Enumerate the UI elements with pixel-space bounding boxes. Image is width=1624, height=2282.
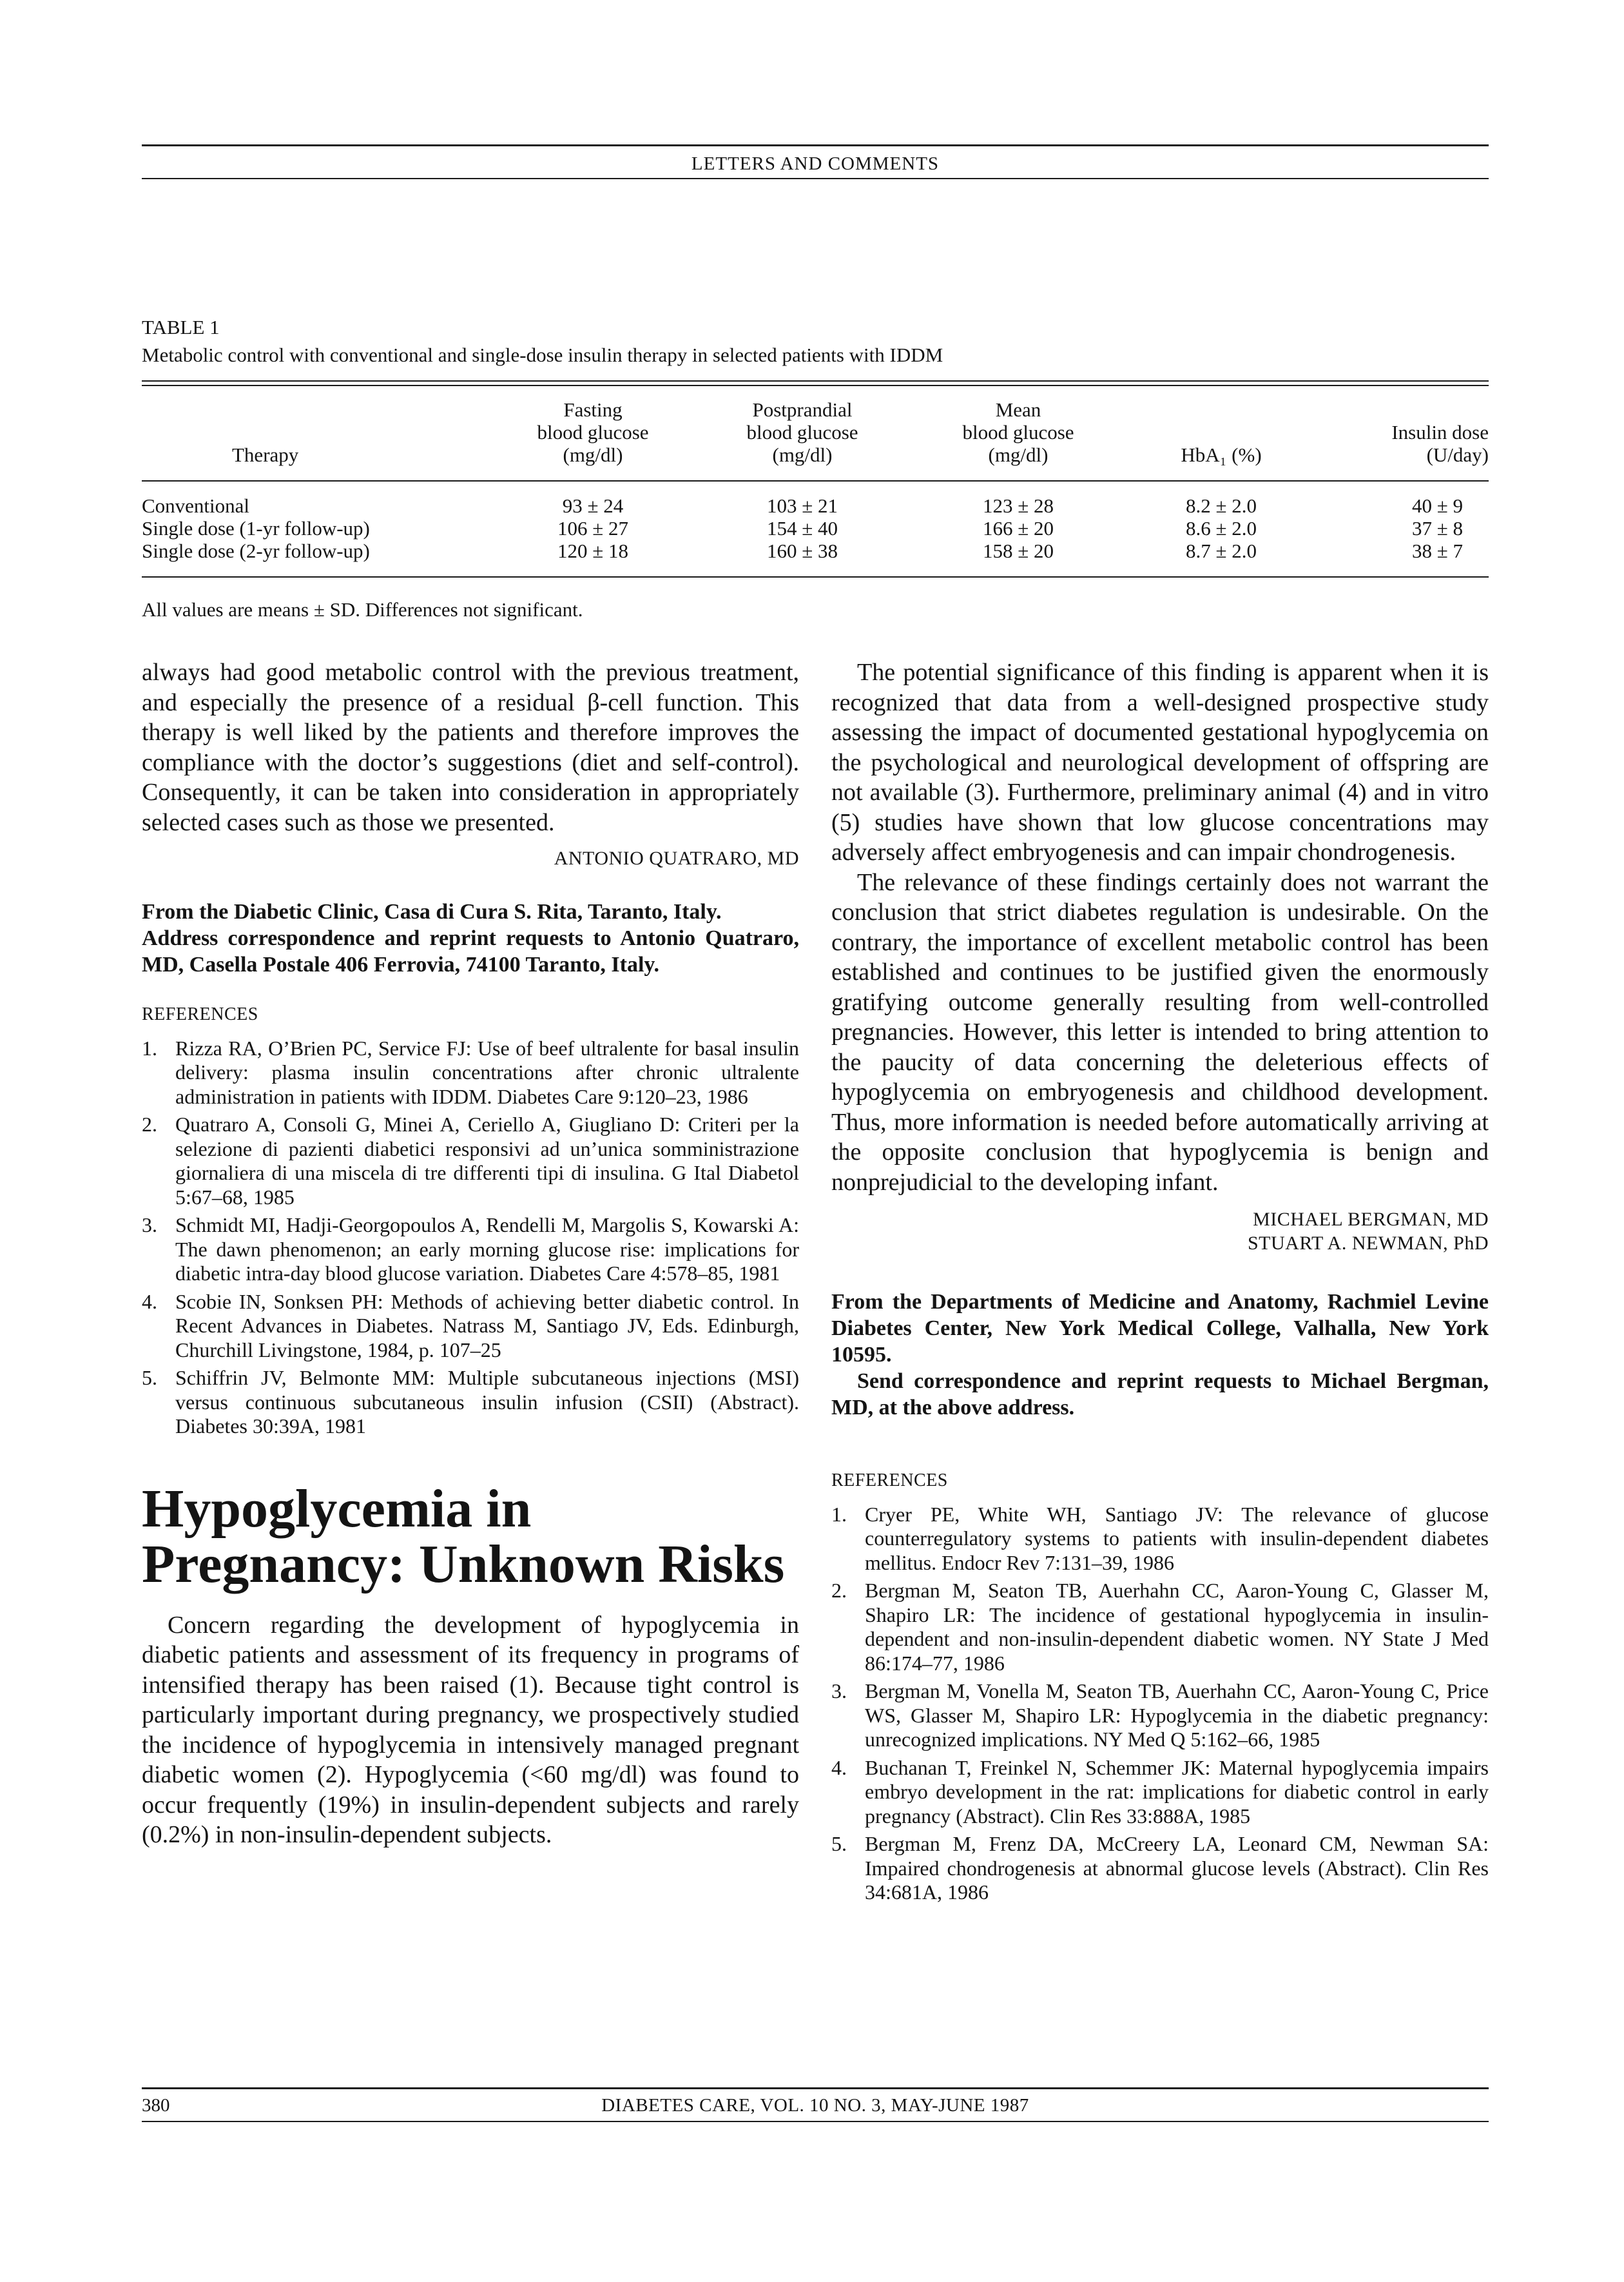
- cell-fasting: 93 ± 24: [562, 494, 624, 517]
- reference-item: 3. Schmidt MI, Hadji-Georgopoulos A, Rendelli M, Margolis S, Kowarski A: The dawn phenomenon; an early morning glucose rise: implications for diabetic intra-day blood glucose variation. Diabetes Care 4:578–85, 1981: [142, 1213, 799, 1285]
- references-heading: REFERENCES: [142, 1004, 258, 1024]
- header-bottom-rule: [142, 178, 1489, 179]
- cell-therapy: Single dose (1-yr follow-up): [142, 517, 370, 540]
- cell-mean: 123 ± 28: [982, 494, 1054, 517]
- table-label: TABLE 1: [142, 316, 220, 338]
- author-affiliation: From the Diabetic Clinic, Casa di Cura S. Rita, Taranto, Italy.: [142, 900, 722, 924]
- references-list: [831, 1503, 1489, 1905]
- cell-postprandial: 103 ± 21: [766, 494, 838, 517]
- reference-item: 3. Bergman M, Vonella M, Seaton TB, Auerhahn CC, Aaron-Young C, Price WS, Glasser M, Shapiro LR: Hypoglycemia in the diabetic pregnancy: unrecognized implications. NY Med Q 5:162–66, 1985: [831, 1679, 1489, 1751]
- cell-hba1: 8.6 ± 2.0: [1185, 517, 1257, 540]
- cell-fasting: 106 ± 27: [557, 517, 628, 540]
- left-paragraph-1: always had good metabolic control with the previous treatment, and especially the presence of a residual β-cell function. This therapy is well liked by the patients and therefore improves the compliance with the doctor’s suggestions (diet and self-control). Consequently, it can be taken into consideration in appropriately selected cases such as those we presented.: [142, 659, 799, 836]
- footer-bottom-rule: [142, 2121, 1489, 2122]
- author-signature-2: STUART A. NEWMAN, PhD: [1247, 1233, 1489, 1254]
- table-footnote: All values are means ± SD. Differences not significant.: [142, 598, 583, 621]
- reference-item: 5. Schiffrin JV, Belmonte MM: Multiple subcutaneous injections (MSI) versus continuous subcutaneous insulin infusion (CSII) (Abstract). Diabetes 30:39A, 1981: [142, 1366, 799, 1438]
- table-row: [142, 481, 1489, 517]
- data-table: [142, 398, 1489, 578]
- reference-item: 1. Rizza RA, O’Brien PC, Service FJ: Use of beef ultralente for basal insulin delivery: plasma insulin concentrations after chronic ultralente administration in patients with IDDM. Diabetes Care 9:120–23, 1986: [142, 1036, 799, 1108]
- table-row: [142, 540, 1489, 577]
- table-header-row: [142, 398, 1489, 481]
- cell-fasting: 120 ± 18: [557, 540, 628, 562]
- reference-item: 5. Bergman M, Frenz DA, McCreery LA, Leonard CM, Newman SA: Impaired chondrogenesis at abnormal glucose levels (Abstract). Clin Res 34:681A, 1986: [831, 1832, 1489, 1904]
- page-number: 380: [142, 2095, 170, 2116]
- right-column: [831, 658, 1489, 1909]
- header-top-rule: [142, 144, 1489, 146]
- left-column: [142, 658, 799, 1850]
- correspondence-address: Address correspondence and reprint requests to Antonio Quatraro, MD, Casella Postale 406 Ferrovia, 74100 Taranto, Italy.: [142, 926, 799, 977]
- left-paragraph-2: Concern regarding the development of hypoglycemia in diabetic patients and assessment of its frequency in programs of intensified therapy has been raised (1). Because tight control is particularly important during pregnancy, we prospectively studied the incidence of hypoglycemia in intensively managed pregnant diabetic women (2). Hypoglycemia (<60 mg/dl) was found to occur frequently (19%) in insulin-dependent subjects and rarely (0.2%) in non-insulin-dependent subjects.: [142, 1611, 799, 1848]
- right-paragraph-2: The relevance of these findings certainly does not warrant the conclusion that strict diabetes regulation is undesirable. On the contrary, the importance of excellent metabolic control has been established and continues to be justified given the enormously gratifying outcome generally resulting from well-controlled pregnancies. However, this letter is intended to bring attention to the paucity of data concerning the deleterious effects of hypoglycemia on embryogenesis and childhood development. Thus, more information is needed before automatically arriving at the opposite conclusion that hypoglycemia is benign and nonprejudicial to the developing infant.: [831, 868, 1489, 1196]
- col-header-fasting: Fasting blood glucose (mg/dl): [537, 398, 649, 466]
- cell-therapy: Single dose (2-yr follow-up): [142, 540, 370, 562]
- table-caption: Metabolic control with conventional and single-dose insulin therapy in selected patients with IDDM: [142, 344, 943, 366]
- reference-item: 4. Buchanan T, Freinkel N, Schemmer JK: Maternal hypoglycemia impairs embryo development in the rat: implications for diabetic control in early pregnancy (Abstract). Clin Res 33:888A, 1985: [831, 1755, 1489, 1828]
- cell-insulin: 37 ± 8: [1411, 517, 1463, 540]
- cell-mean: 166 ± 20: [982, 517, 1054, 540]
- right-paragraph-1: The potential significance of this finding is apparent when it is recognized that data from a well-designed prospective study assessing the impact of documented gestational hypoglycemia on the psychological and neurological development of offspring are not available (3). Furthermore, preliminary animal (4) and in vitro (5) studies have shown that low glucose concentrations may adversely affect embryogenesis and can impair chondrogenesis.: [831, 659, 1489, 866]
- table-row: [142, 517, 1489, 540]
- author-affiliation: From the Departments of Medicine and Anatomy, Rachmiel Levine Diabetes Center, New York Medical College, Valhalla, New York 10595.: [831, 1290, 1489, 1367]
- cell-hba1: 8.2 ± 2.0: [1185, 494, 1257, 517]
- running-head: LETTERS AND COMMENTS: [691, 153, 940, 174]
- reference-item: 2. Quatraro A, Consoli G, Minei A, Ceriello A, Giugliano D: Criteri per la selezione di pazienti diabetici responsivi ad un’unica somministrazione giornaliera di una miscela di tre differenti tipi di insulina. G Ital Diabetol 5:67–68, 1985: [142, 1113, 799, 1209]
- reference-item: 4. Scobie IN, Sonksen PH: Methods of achieving better diabetic control. In Recent Advances in Diabetes. Natrass M, Santiago JV, Eds. Edinburgh, Churchill Livingstone, 1984, p. 107–25: [142, 1289, 799, 1361]
- col-header-postprandial: Postprandial blood glucose (mg/dl): [746, 398, 858, 466]
- cell-postprandial: 160 ± 38: [766, 540, 838, 562]
- article-headline: Hypoglycemia in Pregnancy: Unknown Risks: [142, 1478, 785, 1594]
- footer-rule: [142, 2087, 1489, 2089]
- table-top-rule-2: [142, 385, 1489, 386]
- col-header-therapy: Therapy: [232, 444, 299, 466]
- cell-postprandial: 154 ± 40: [766, 517, 838, 540]
- reference-item: 1. Cryer PE, White WH, Santiago JV: The relevance of glucose counterregulatory systems to patients with insulin-dependent diabetes mellitus. Endocr Rev 7:131–39, 1986: [831, 1502, 1489, 1574]
- correspondence-address: Send correspondence and reprint requests to Michael Bergman, MD, at the above address.: [831, 1369, 1489, 1419]
- col-header-hba1: HbA₁ (%): [1181, 444, 1262, 466]
- table-bottom-rule: [142, 577, 1489, 578]
- table-top-rule-1: [142, 380, 1489, 382]
- journal-footer: DIABETES CARE, VOL. 10 NO. 3, MAY-JUNE 1987: [601, 2095, 1029, 2116]
- references-heading: REFERENCES: [831, 1470, 948, 1490]
- author-signature-1: MICHAEL BERGMAN, MD: [1253, 1209, 1489, 1230]
- cell-insulin: 38 ± 7: [1411, 540, 1463, 562]
- cell-insulin: 40 ± 9: [1411, 494, 1463, 517]
- cell-hba1: 8.7 ± 2.0: [1185, 540, 1257, 562]
- reference-item: 2. Bergman M, Seaton TB, Auerhahn CC, Aaron-Young C, Glasser M, Shapiro LR: The incidence of gestational hypoglycemia in insulin-dependent and non-insulin-dependent diabetic women. NY State J Med 86:174–77, 1986: [831, 1579, 1489, 1675]
- author-signature: ANTONIO QUATRARO, MD: [554, 848, 799, 869]
- references-list: [142, 1037, 799, 1439]
- col-header-mean: Mean blood glucose (mg/dl): [962, 398, 1074, 466]
- col-header-insulin: Insulin dose (U/day): [1391, 421, 1489, 466]
- cell-mean: 158 ± 20: [982, 540, 1054, 562]
- cell-therapy: Conventional: [142, 494, 250, 517]
